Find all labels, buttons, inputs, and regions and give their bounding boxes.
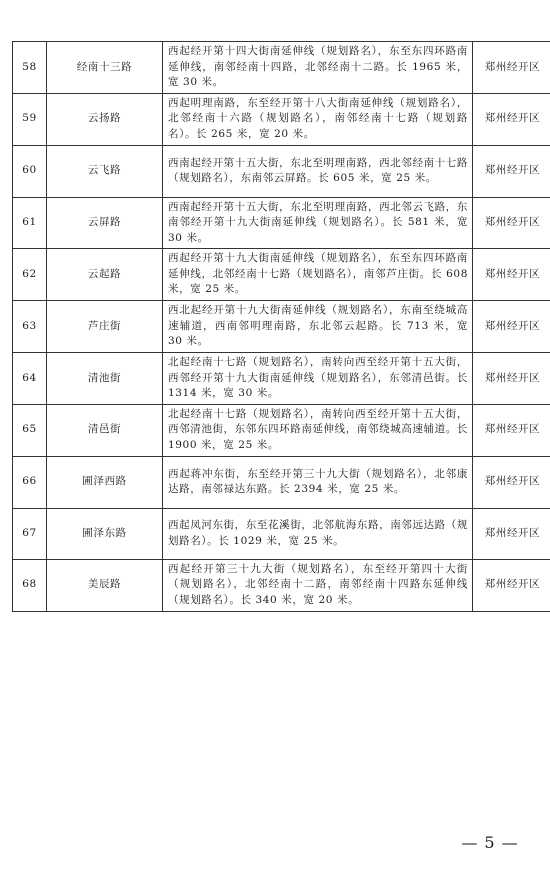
table-row [13, 456, 550, 508]
district: 郑州经开区 [473, 301, 550, 353]
row-number: 66 [13, 456, 47, 508]
table-row [13, 301, 550, 353]
district: 郑州经开区 [473, 93, 550, 145]
district: 郑州经开区 [473, 145, 550, 197]
row-number: 61 [13, 197, 47, 249]
district: 郑州经开区 [473, 353, 550, 405]
district: 郑州经开区 [473, 404, 550, 456]
road-description: 西起经开第三十九大街（规划路名），东至经开第四十大街（规划路名），北邻经南十二路，南邻经南十四路东延伸线（规划路名）。长 340 米，宽 20 米。 [163, 559, 473, 611]
table-row [13, 559, 550, 611]
road-description: 西起蒋冲东街，东至经开第三十九大街（规划路名），北邻康达路，南邻禄达东路。长 2394 米，宽 25 米。 [163, 456, 473, 508]
road-name: 美辰路 [47, 559, 163, 611]
road-name: 云屏路 [47, 197, 163, 249]
row-number: 58 [13, 42, 47, 94]
road-name: 圃泽西路 [47, 456, 163, 508]
table-row [13, 508, 550, 559]
road-table [12, 41, 550, 612]
row-number: 68 [13, 559, 47, 611]
district: 郑州经开区 [473, 559, 550, 611]
row-number: 67 [13, 508, 47, 559]
road-name: 云飞路 [47, 145, 163, 197]
road-name: 经南十三路 [47, 42, 163, 94]
table-row [13, 93, 550, 145]
road-description: 西起明理南路，东至经开第十八大街南延伸线（规划路名），北邻经南十六路（规划路名），南邻经南十七路（规划路名）。长 265 米，宽 20 米。 [163, 93, 473, 145]
table-row [13, 145, 550, 197]
road-name: 芦庄街 [47, 301, 163, 353]
road-description: 北起经南十七路（规划路名），南转向西至经开第十五大街，西邻经开第十九大街南延伸线（规划路名），东邻清邑街。长 1314 米，宽 30 米。 [163, 353, 473, 405]
row-number: 60 [13, 145, 47, 197]
road-description: 西南起经开第十五大街，东北至明理南路，西北邻经南十七路（规划路名），东南邻云屏路。长 605 米，宽 25 米。 [163, 145, 473, 197]
table-row [13, 42, 550, 94]
district: 郑州经开区 [473, 508, 550, 559]
road-description: 西北起经开第十九大街南延伸线（规划路名），东南至绕城高速辅道，西南邻明理南路，东北邻云起路。长 713 米，宽 30 米。 [163, 301, 473, 353]
table-row [13, 249, 550, 301]
road-name: 云起路 [47, 249, 163, 301]
road-description: 西起经开第十九大街南延伸线（规划路名），东至东四环路南延伸线，北邻经南十七路（规划路名），南邻芦庄街。长 608 米，宽 25 米。 [163, 249, 473, 301]
table-row [13, 353, 550, 405]
row-number: 62 [13, 249, 47, 301]
road-description: 西起凤河东街，东至花溪街，北邻航海东路，南邻远达路（规划路名）。长 1029 米，宽 25 米。 [163, 508, 473, 559]
district: 郑州经开区 [473, 249, 550, 301]
road-name: 清池街 [47, 353, 163, 405]
district: 郑州经开区 [473, 42, 550, 94]
district: 郑州经开区 [473, 456, 550, 508]
road-name: 清邑街 [47, 404, 163, 456]
road-name: 圃泽东路 [47, 508, 163, 559]
road-description: 西南起经开第十五大街，东北至明理南路，西北邻云飞路，东南邻经开第十九大街南延伸线（规划路名）。长 581 米，宽 30 米。 [163, 197, 473, 249]
row-number: 63 [13, 301, 47, 353]
page-number: — 5 — [461, 833, 519, 852]
road-description: 北起经南十七路（规划路名），南转向西至经开第十五大街，西邻清池街，东邻东四环路南延伸线，南邻绕城高速辅道。长 1900 米，宽 25 米。 [163, 404, 473, 456]
row-number: 65 [13, 404, 47, 456]
table-row [13, 197, 550, 249]
row-number: 64 [13, 353, 47, 405]
table-row [13, 404, 550, 456]
district: 郑州经开区 [473, 197, 550, 249]
road-description: 西起经开第十四大街南延伸线（规划路名），东至东四环路南延伸线，南邻经南十四路，北邻经南十二路。长 1965 米，宽 30 米。 [163, 42, 473, 94]
row-number: 59 [13, 93, 47, 145]
road-name: 云扬路 [47, 93, 163, 145]
